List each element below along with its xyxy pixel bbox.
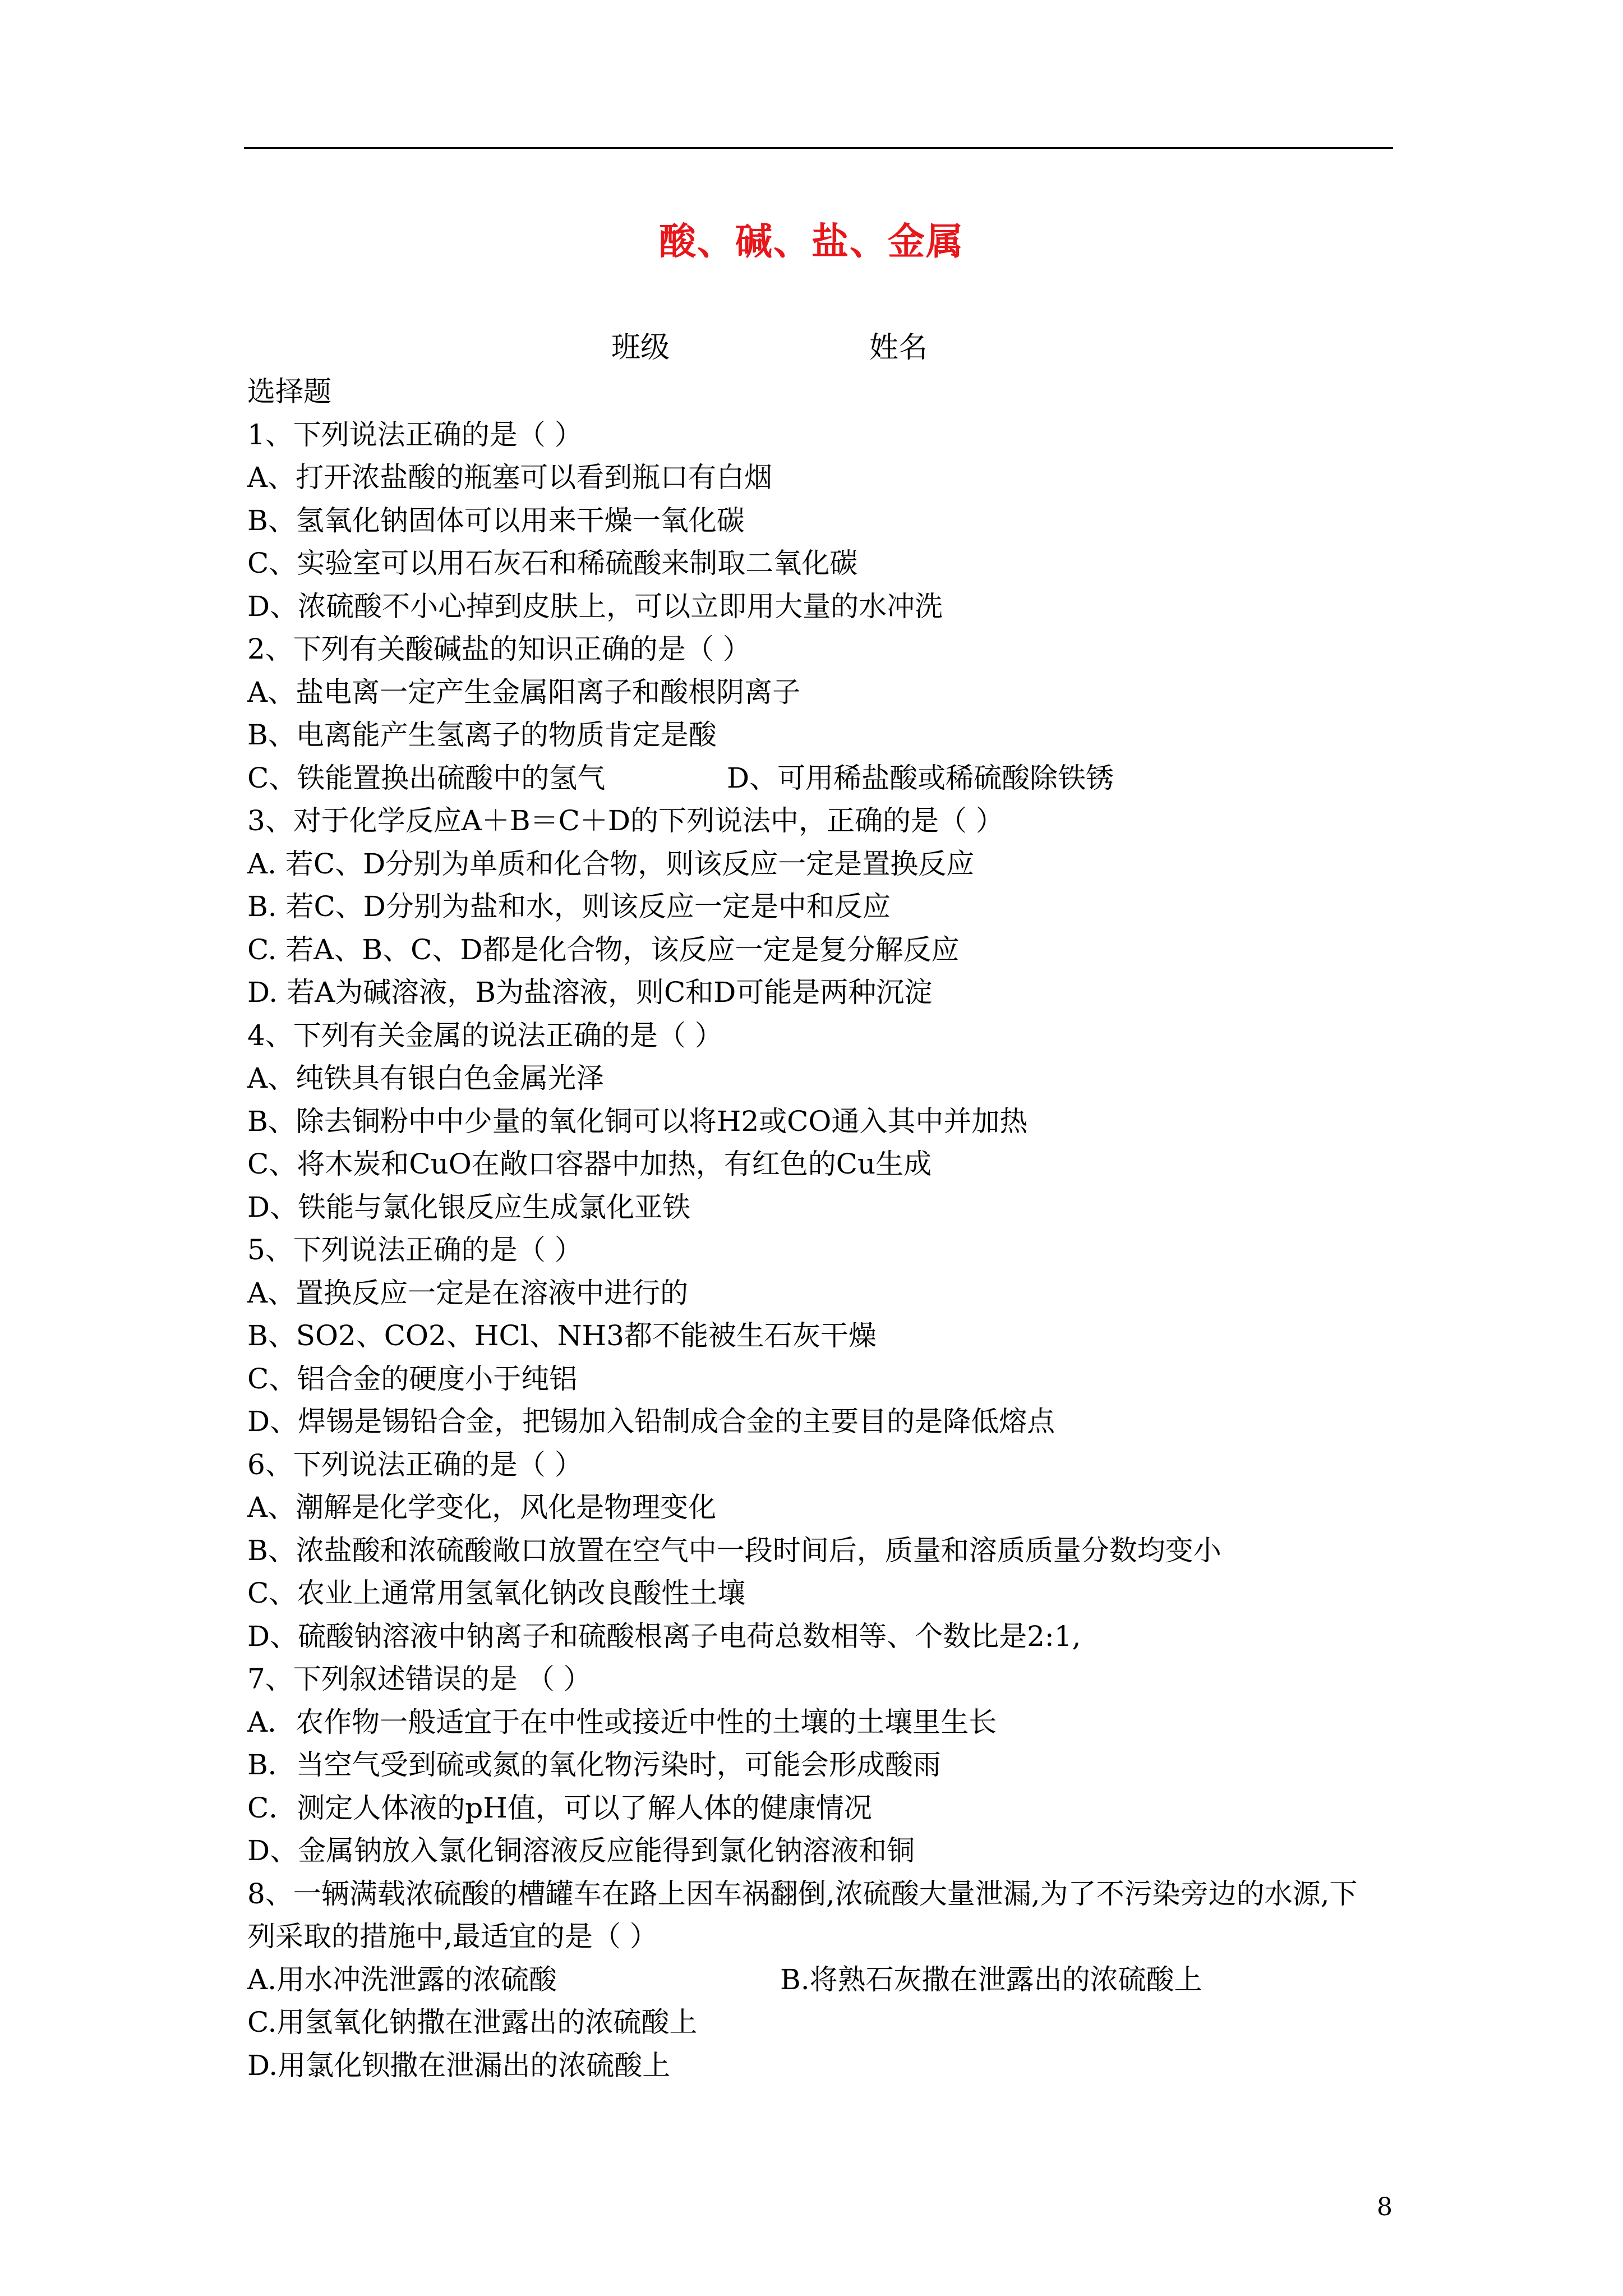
option: B、SO2、CO2、HCl、NH3都不能被生石灰干燥 [247, 1319, 877, 1352]
option: D、浓硫酸不小心掉到皮肤上，可以立即用大量的水冲洗 [247, 590, 943, 623]
option: B.将熟石灰撒在泄露出的浓硫酸上 [780, 1963, 1202, 1996]
option: C、将木炭和CuO在敞口容器中加热，有红色的Cu生成 [247, 1148, 932, 1180]
option: D. 若A为碱溶液，B为盐溶液，则C和D可能是两种沉淀 [247, 976, 933, 1009]
name-label: 姓名 [869, 331, 928, 365]
option: A、打开浓盐酸的瓶塞可以看到瓶口有白烟 [247, 461, 773, 494]
option: D、金属钠放入氯化铜溶液反应能得到氯化钠溶液和铜 [247, 1834, 915, 1867]
option: B．当空气受到硫或氮的氧化物污染时，可能会形成酸雨 [247, 1749, 941, 1781]
section-title: 选择题 [247, 375, 331, 408]
question-stem: 1、下列说法正确的是（ ） [247, 418, 583, 451]
question-stem: 6、下列说法正确的是（ ） [247, 1448, 583, 1481]
question-content [247, 370, 1403, 2087]
option: A、潮解是化学变化，风化是物理变化 [247, 1491, 717, 1524]
question-stem: 4、下列有关金属的说法正确的是（ ） [247, 1019, 723, 1052]
option: C. 若A、B、C、D都是化合物，该反应一定是复分解反应 [247, 933, 960, 966]
question-stem-continued: 列采取的措施中,最适宜的是（ ） [247, 1920, 658, 1953]
option: C、铁能置换出硫酸中的氢气 [247, 761, 606, 794]
option: A.用水冲洗泄露的浓硫酸 [247, 1963, 557, 1996]
option: A、置换反应一定是在溶液中进行的 [247, 1276, 689, 1309]
option: A. 若C、D分别为单质和化合物，则该反应一定是置换反应 [247, 847, 975, 880]
option: B、氢氧化钠固体可以用来干燥一氧化碳 [247, 504, 745, 537]
option: A、盐电离一定产生金属阳离子和酸根阴离子 [247, 675, 801, 708]
option: D、硫酸钠溶液中钠离子和硫酸根离子电荷总数相等、个数比是2:1, [247, 1619, 1081, 1653]
option: B、浓盐酸和浓硫酸敞口放置在空气中一段时间后，质量和溶质质量分数均变小 [247, 1534, 1221, 1567]
option: D、焊锡是锡铅合金，把锡加入铅制成合金的主要目的是降低熔点 [247, 1405, 1055, 1438]
question-stem: 8、一辆满载浓硫酸的槽罐车在路上因车祸翻倒,浓硫酸大量泄漏,为了不污染旁边的水源,下 [247, 1877, 1358, 1910]
question-stem: 3、对于化学反应A＋B＝C＋D的下列说法中，正确的是（ ） [247, 804, 1004, 837]
option-row [247, 1958, 1403, 2001]
option-row [247, 757, 1403, 800]
option: C、铝合金的硬度小于纯铝 [247, 1362, 578, 1395]
option: C、实验室可以用石灰石和稀硫酸来制取二氧化碳 [247, 547, 858, 579]
class-name-row [0, 328, 1623, 367]
option: C、农业上通常用氢氧化钠改良酸性土壤 [247, 1577, 746, 1609]
option: A．农作物一般适宜于在中性或接近中性的土壤的土壤里生长 [247, 1705, 997, 1738]
option: A、纯铁具有银白色金属光泽 [247, 1062, 605, 1094]
option: D.用氯化钡撒在泄漏出的浓硫酸上 [247, 2049, 671, 2082]
page-number: 8 [1377, 2193, 1393, 2221]
option: D、可用稀盐酸或稀硫酸除铁锈 [727, 761, 1114, 794]
option: B、除去铜粉中中少量的氧化铜可以将H2或CO通入其中并加热 [247, 1105, 1028, 1138]
question-stem: 5、下列说法正确的是（ ） [247, 1234, 583, 1266]
question-stem: 7、下列叙述错误的是 （ ） [247, 1663, 592, 1695]
option: B、电离能产生氢离子的物质肯定是酸 [247, 719, 717, 751]
header-rule [244, 147, 1393, 149]
option: C.用氢氧化钠撒在泄露出的浓硫酸上 [247, 2006, 698, 2039]
question-stem: 2、下列有关酸碱盐的知识正确的是（ ） [247, 633, 751, 665]
option: C．测定人体液的pH值，可以了解人体的健康情况 [247, 1791, 872, 1824]
option: B. 若C、D分别为盐和水，则该反应一定是中和反应 [247, 890, 891, 923]
page-title: 酸、碱、盐、金属 [659, 219, 964, 263]
option: D、铁能与氯化银反应生成氯化亚铁 [247, 1190, 691, 1223]
class-label: 班级 [611, 331, 670, 365]
